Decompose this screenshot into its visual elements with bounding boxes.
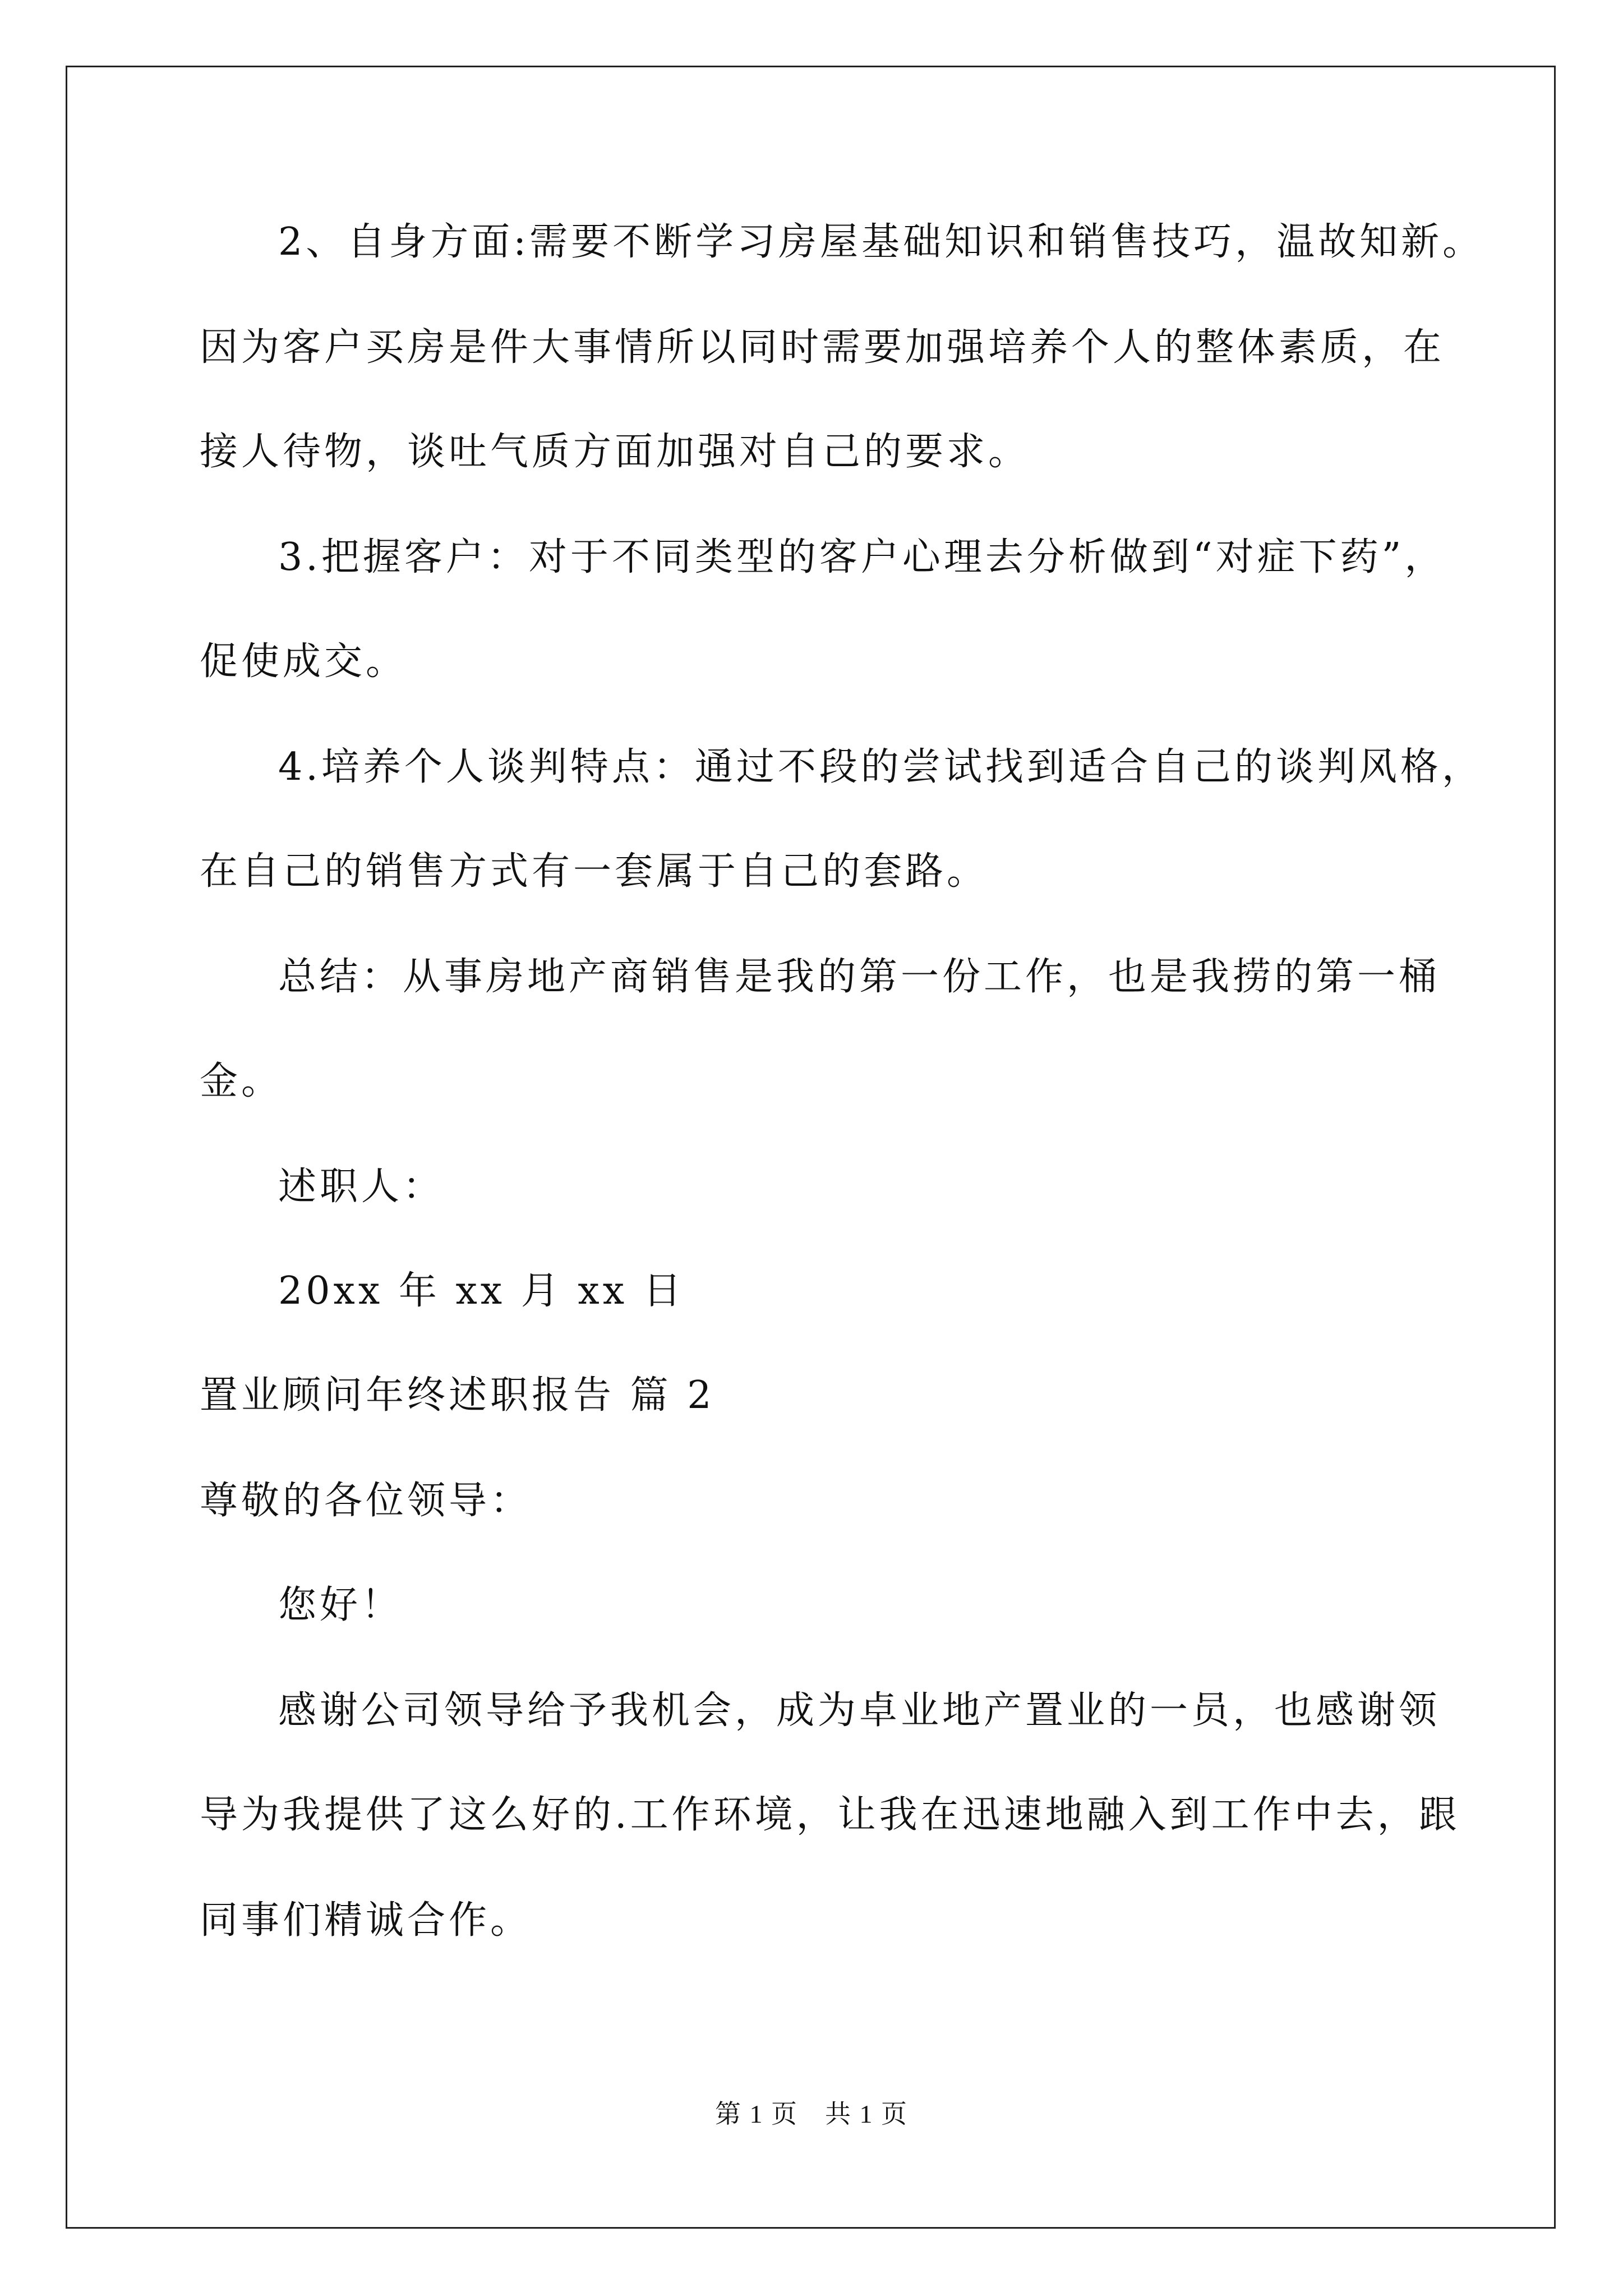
paragraph-line: 促使成交。 bbox=[200, 639, 408, 684]
paragraph-line: 金。 bbox=[200, 1059, 283, 1103]
signature-label: 述职人： bbox=[278, 1165, 445, 1209]
paragraph-line: 在自己的销售方式有一套属于自己的套路。 bbox=[200, 849, 989, 894]
greeting: 您好！ bbox=[278, 1583, 403, 1627]
paragraph-line: 总结：从事房地产商销售是我的第一份工作，也是我捞的第一桶 bbox=[278, 955, 1441, 999]
page-footer: 第 1 页 共 1 页 bbox=[715, 2100, 908, 2128]
date-line: 20xx 年 xx 月 xx 日 bbox=[278, 1269, 685, 1313]
paragraph-line: 感谢公司领导给予我机会，成为卓业地产置业的一员，也感谢领 bbox=[278, 1688, 1441, 1733]
section-title: 置业顾问年终述职报告 篇 2 bbox=[200, 1373, 715, 1418]
paragraph-line: 接人待物，谈吐气质方面加强对自己的要求。 bbox=[200, 430, 1030, 474]
salutation: 尊敬的各位领导： bbox=[200, 1479, 532, 1523]
paragraph-line: 2、自身方面:需要不断学习房屋基础知识和销售技巧，温故知新。 bbox=[278, 220, 1484, 264]
paragraph-line: 导为我提供了这么好的.工作环境，让我在迅速地融入到工作中去，跟 bbox=[200, 1793, 1460, 1837]
paragraph-line: 4.培养个人谈判特点：通过不段的尝试找到适合自己的谈判风格， bbox=[278, 745, 1483, 789]
paragraph-line: 3.把握客户：对于不同类型的客户心理去分析做到“对症下药”， bbox=[278, 535, 1446, 579]
paragraph-line: 因为客户买房是件大事情所以同时需要加强培养个人的整体素质，在 bbox=[200, 325, 1445, 370]
paragraph-line: 同事们精诚合作。 bbox=[200, 1898, 532, 1943]
